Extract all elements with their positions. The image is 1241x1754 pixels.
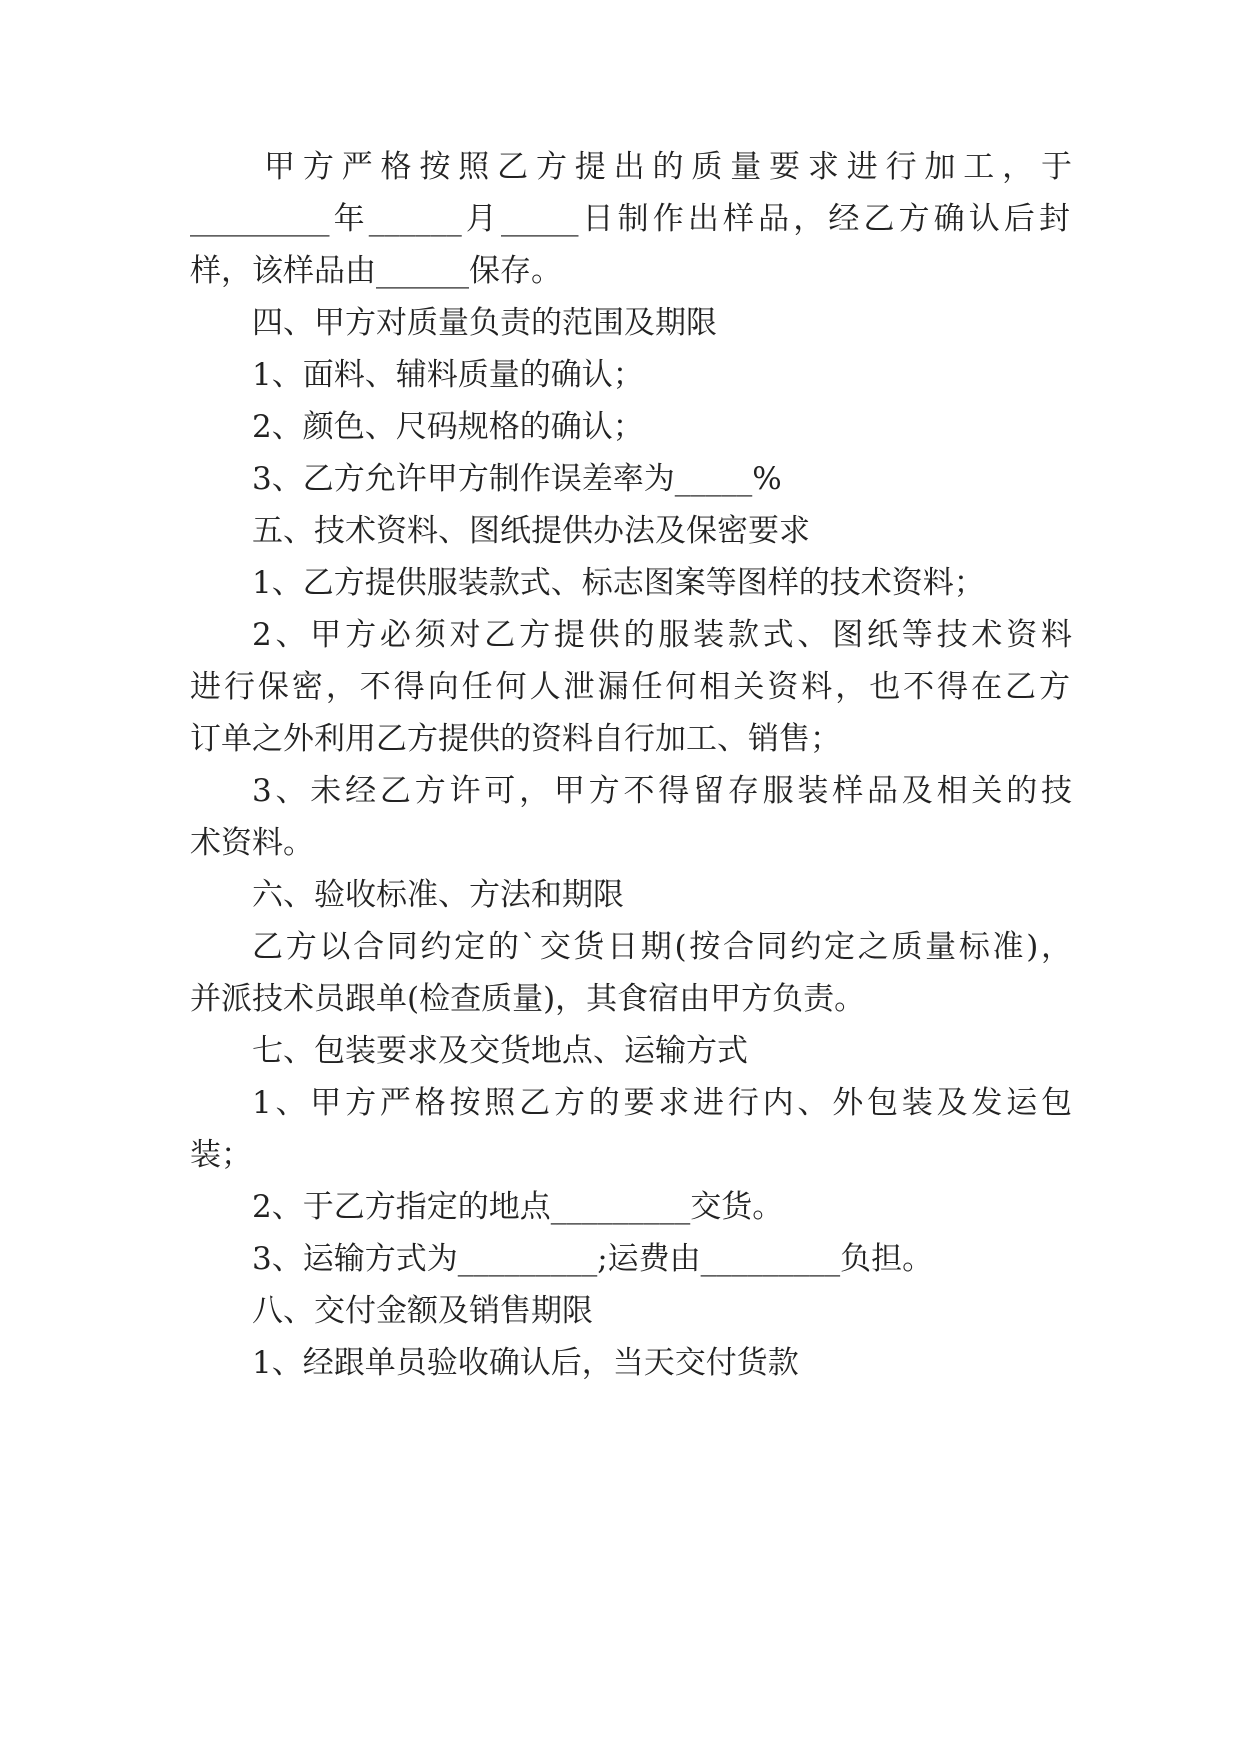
list-item: 1、面料、辅料质量的确认； xyxy=(252,357,644,393)
paragraph-line: _________年______月_____日制作出样品，经乙方确认后封 xyxy=(190,201,1070,237)
list-item: 3、乙方允许甲方制作误差率为_____% xyxy=(252,461,782,497)
paragraph-line: 乙方以合同约定的`交货日期(按合同约定之质量标准)， xyxy=(252,929,1072,965)
list-item: 3、运输方式为_________;运费由_________负担。 xyxy=(252,1241,934,1277)
section-heading: 七、包装要求及交货地点、运输方式 xyxy=(252,1033,748,1069)
section-heading: 八、交付金额及销售期限 xyxy=(252,1293,593,1329)
paragraph-line: 甲方严格按照乙方提出的质量要求进行加工，于 xyxy=(264,149,1072,185)
paragraph-line: 样，该样品由______保存。 xyxy=(190,253,562,289)
list-item: 3、未经乙方许可，甲方不得留存服装样品及相关的技 xyxy=(252,773,1072,809)
paragraph-line: 并派技术员跟单(检查质量)，其食宿由甲方负责。 xyxy=(190,981,866,1017)
paragraph-line: 术资料。 xyxy=(190,825,314,861)
section-heading: 五、技术资料、图纸提供办法及保密要求 xyxy=(252,513,810,549)
list-item: 1、经跟单员验收确认后，当天交付货款 xyxy=(252,1345,799,1381)
list-item: 2、颜色、尺码规格的确认； xyxy=(252,409,644,445)
paragraph-line: 进行保密，不得向任何人泄漏任何相关资料，也不得在乙方 xyxy=(190,669,1070,705)
list-item: 1、甲方严格按照乙方的要求进行内、外包装及发运包 xyxy=(252,1085,1072,1121)
section-heading: 六、验收标准、方法和期限 xyxy=(252,877,624,913)
paragraph-line: 订单之外利用乙方提供的资料自行加工、销售； xyxy=(190,721,841,757)
section-heading: 四、甲方对质量负责的范围及期限 xyxy=(252,305,717,341)
list-item: 2、甲方必须对乙方提供的服装款式、图纸等技术资料 xyxy=(252,617,1072,653)
list-item: 2、于乙方指定的地点_________交货。 xyxy=(252,1189,784,1225)
list-item: 1、乙方提供服装款式、标志图案等图样的技术资料； xyxy=(252,565,985,601)
paragraph-line: 装； xyxy=(190,1137,252,1173)
